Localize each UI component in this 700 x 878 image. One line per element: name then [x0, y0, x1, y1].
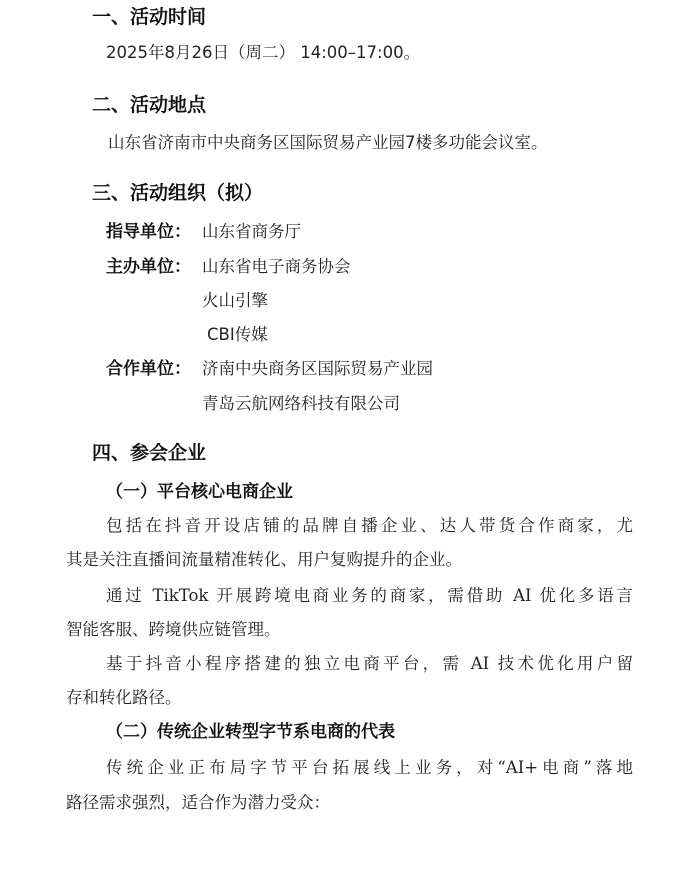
partner-unit-value-1: 济南中央商务区国际贸易产业园	[202, 359, 433, 378]
paragraph-text: 包括在抖音开设店铺的品牌自播企业、达人带货合作商家，尤	[106, 516, 633, 535]
activity-time-text: 2025年8月26日（周二） 14:00–17:00。	[106, 43, 421, 62]
partner-unit-value-2: 青岛云航网络科技有限公司	[202, 394, 400, 413]
activity-location-text: 山东省济南市中央商务区国际贸易产业园7楼多功能会议室。	[108, 133, 548, 152]
host-unit-value-1: 山东省电子商务协会	[202, 257, 351, 276]
partner-unit-label: 合作单位：	[106, 359, 191, 379]
host-unit-value-2: 火山引擎	[202, 291, 268, 310]
guide-unit-value: 山东省商务厅	[202, 222, 301, 241]
section-heading-organization: 三、活动组织（拟）	[92, 182, 264, 204]
paragraph-line: 路径需求强烈，适合作为潜力受众：	[66, 793, 330, 812]
host-unit-value-3: CBI传媒	[207, 325, 268, 344]
paragraph-line	[106, 656, 633, 673]
paragraph-line: 智能客服、跨境供应链管理。	[66, 620, 281, 639]
host-unit-label: 主办单位：	[106, 257, 191, 277]
paragraph-line	[106, 588, 633, 605]
paragraph-line: 其是关注直播间流量精准转化、用户复购提升的企业。	[66, 550, 462, 569]
section-heading-time: 一、活动时间	[92, 6, 207, 28]
section-heading-companies: 四、参会企业	[92, 442, 207, 464]
paragraph-text: 基于抖音小程序搭建的独立电商平台，需 AI 技术优化用户留	[106, 654, 633, 673]
subsection-heading-core: （一）平台核心电商企业	[106, 482, 293, 502]
paragraph-line	[106, 760, 633, 777]
paragraph-line	[106, 518, 633, 535]
paragraph-text: 通过 TikTok 开展跨境电商业务的商家，需借助 AI 优化多语言	[106, 586, 633, 605]
paragraph-line: 存和转化路径。	[66, 688, 182, 707]
guide-unit-label: 指导单位：	[106, 222, 191, 242]
subsection-heading-traditional: （二）传统企业转型字节系电商的代表	[106, 722, 395, 742]
section-heading-location: 二、活动地点	[92, 94, 207, 116]
paragraph-text: 传统企业正布局字节平台拓展线上业务，对“AI+电商”落地	[106, 758, 633, 777]
